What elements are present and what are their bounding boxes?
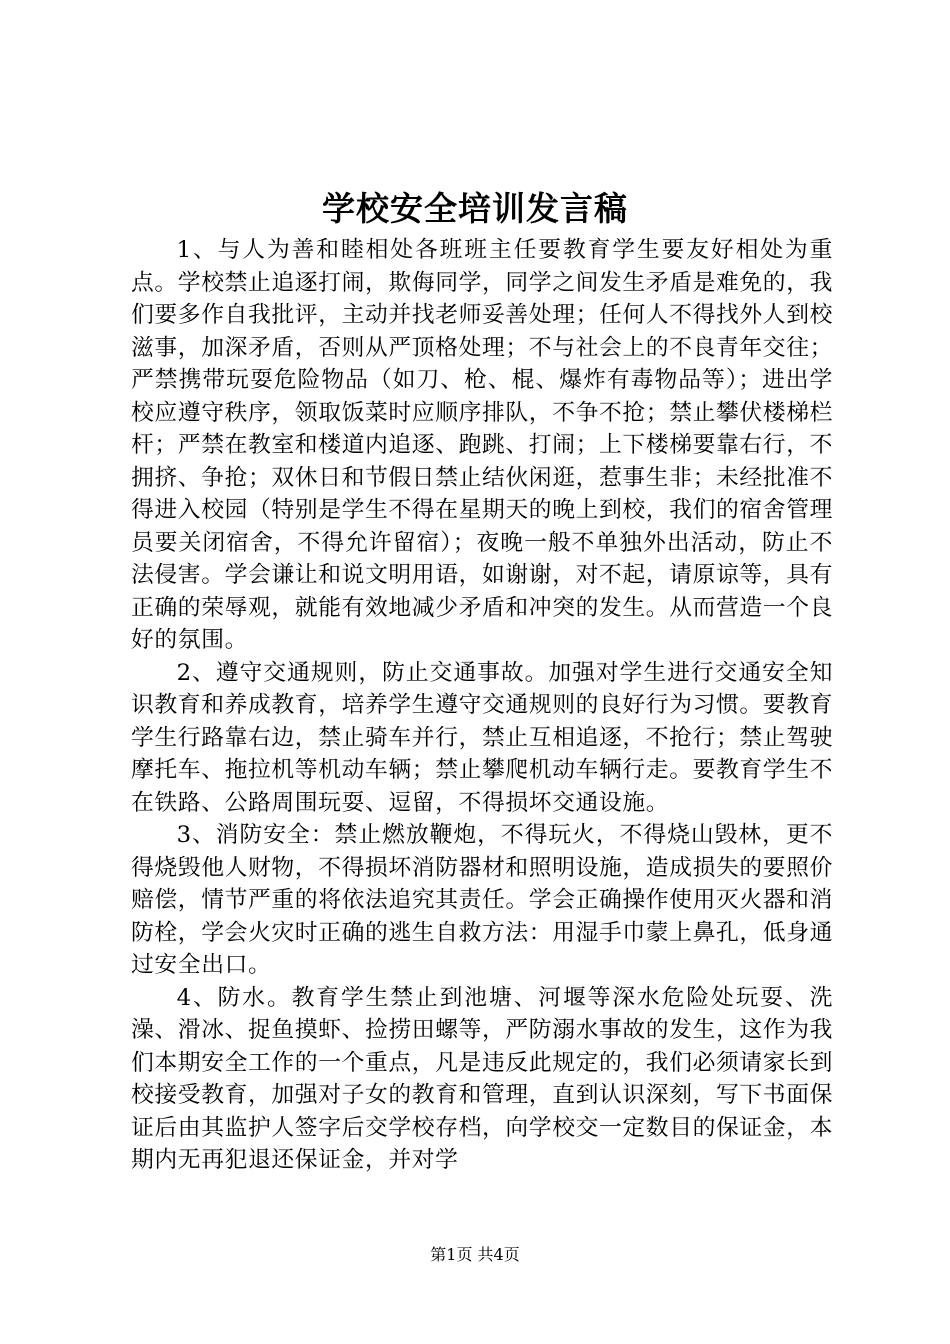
document-title: 学校安全培训发言稿 xyxy=(322,189,628,228)
paragraph-4: 4、防水。教育学生禁止到池塘、河堰等深水危险处玩耍、洗澡、滑冰、捉鱼摸虾、捡捞田螺等，严防溺水事故的发生，这作为我们本期安全工作的一个重点，凡是违反此规定的，我们必须请家长到校接受教育，加强对子女的教育和管理，直到认识深刻，写下书面保证后由其监护人签字后交学校存档，向学校交一定数目的保证金，本期内无再犯退还保证金，并对学 xyxy=(131,984,833,1173)
document-body xyxy=(131,234,833,1177)
paragraph-1: 1、与人为善和睦相处各班班主任要教育学生要友好相处为重点。学校禁止追逐打闹，欺侮同学，同学之间发生矛盾是难免的，我们要多作自我批评，主动并找老师妥善处理；任何人不得找外人到校滋事，加深矛盾，否则从严顶格处理；不与社会上的不良青年交往；严禁携带玩耍危险物品（如刀、枪、棍、爆炸有毒物品等）；进出学校应遵守秩序，领取饭菜时应顺序排队，不争不抢；禁止攀伏楼梯栏杆；严禁在教室和楼道内追逐、跑跳、打闹；上下楼梯要靠右行，不拥挤、争抢；双休日和节假日禁止结伙闲逛，惹事生非；未经批准不得进入校园（特别是学生不得在星期天的晚上到校，我们的宿舍管理员要关闭宿舍，不得允许留宿）；夜晚一般不单独外出活动，防止不法侵害。学会谦让和说文明用语，如谢谢，对不起，请原谅等，具有正确的荣辱观，就能有效地减少矛盾和冲突的发生。从而营造一个良好的氛围。 xyxy=(131,237,833,653)
paragraph-3: 3、消防安全：禁止燃放鞭炮，不得玩火，不得烧山毁林，更不得烧毁他人财物，不得损坏消防器材和照明设施，造成损失的要照价赔偿，情节严重的将依法追究其责任。学会正确操作使用灭火器和消防栓，学会火灾时正确的逃生自救方法：用湿手巾蒙上鼻孔，低身通过安全出口。 xyxy=(131,822,833,978)
page-footer: 第1页 共4页 xyxy=(430,1245,520,1264)
paragraph-2: 2、遵守交通规则，防止交通事故。加强对学生进行交通安全知识教育和养成教育，培养学生遵守交通规则的良好行为习惯。要教育学生行路靠右边，禁止骑车并行，禁止互相追逐，不抢行；禁止驾驶摩托车、拖拉机等机动车辆；禁止攀爬机动车辆行走。要教育学生不在铁路、公路周围玩耍、逗留，不得损坏交通设施。 xyxy=(131,659,833,816)
